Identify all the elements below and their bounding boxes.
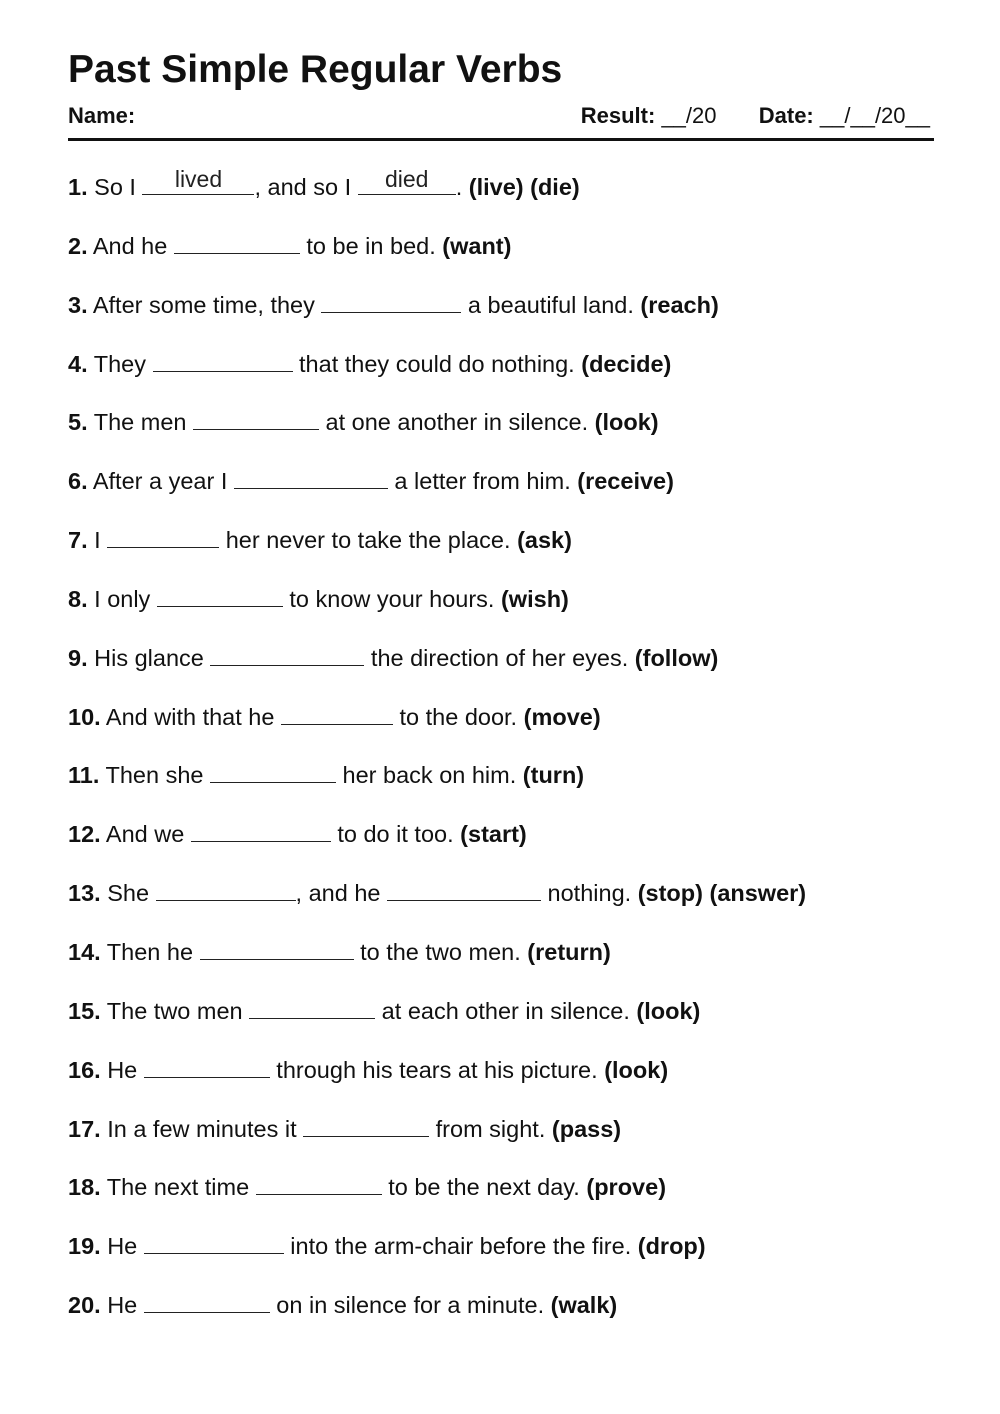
verb-hint: (pass) — [551, 1115, 622, 1142]
sentence-text: into the arm-chair before the fire. — [283, 1233, 638, 1260]
answer-blank[interactable] — [144, 1288, 270, 1313]
exercise-number: 6. — [68, 468, 88, 495]
sentence-text: at one another in silence. — [319, 409, 595, 436]
verb-hint: (return) — [527, 938, 611, 965]
verb-hint: (prove) — [586, 1174, 667, 1201]
sentence-text: I only — [94, 585, 157, 612]
name-label: Name: — [68, 103, 136, 128]
answer-blank[interactable] — [153, 347, 293, 372]
exercise-number: 11. — [68, 762, 100, 789]
answer-blank[interactable] — [249, 994, 375, 1019]
verb-hint: (receive) — [577, 468, 674, 495]
sentence-text: at each other in silence. — [375, 997, 637, 1024]
sentence-text: to do it too. — [330, 821, 461, 848]
sentence-text: Then she — [105, 762, 210, 789]
worksheet-header — [68, 102, 934, 130]
exercise-item — [68, 935, 934, 994]
sentence-text: a beautiful land. — [461, 291, 641, 318]
exercise-number: 16. — [68, 1056, 101, 1083]
sentence-text: to the two men. — [353, 938, 528, 965]
result-date-group — [581, 102, 930, 130]
answer-blank[interactable] — [174, 229, 300, 254]
sentence-text: In a few minutes it — [107, 1115, 304, 1142]
verb-hint: (want) — [442, 232, 512, 259]
exercise-number: 8. — [68, 585, 88, 612]
sentence-text: And with that he — [105, 703, 281, 730]
answer-blank[interactable] — [107, 523, 219, 548]
exercise-item — [68, 758, 934, 817]
exercise-item — [68, 166, 934, 229]
sentence-text: They — [93, 350, 153, 377]
exercise-item — [68, 1288, 934, 1347]
exercise-item — [68, 700, 934, 759]
answer-blank[interactable] — [200, 935, 354, 960]
verb-hint: (move) — [523, 703, 601, 730]
answer-blank[interactable] — [321, 288, 461, 313]
sentence-text: through his tears at his picture. — [269, 1056, 605, 1083]
answer-blank[interactable] — [387, 876, 541, 901]
answer-blank[interactable] — [156, 876, 296, 901]
verb-hint: (turn) — [522, 762, 585, 789]
sentence-text: , and he — [295, 880, 388, 907]
sentence-text: Then he — [106, 938, 200, 965]
sentence-text: After some time, they — [92, 291, 322, 318]
answer-blank[interactable] — [358, 166, 456, 195]
exercise-list — [68, 166, 934, 1347]
exercise-number: 17. — [68, 1115, 101, 1142]
sentence-text: nothing. — [541, 880, 638, 907]
answer-blank[interactable] — [193, 405, 319, 430]
verb-hint: (follow) — [634, 644, 719, 671]
answer-blank[interactable] — [157, 582, 283, 607]
page-title: Past Simple Regular Verbs — [68, 48, 563, 91]
sentence-text: He — [107, 1233, 144, 1260]
sentence-text: The men — [93, 409, 193, 436]
exercise-number: 15. — [68, 997, 101, 1024]
answer-text: lived — [174, 166, 223, 192]
sentence-text: the direction of her eyes. — [364, 644, 635, 671]
exercise-number: 19. — [68, 1233, 101, 1260]
sentence-text: a letter from him. — [387, 468, 578, 495]
sentence-text: He — [107, 1056, 144, 1083]
sentence-text: He — [107, 1292, 144, 1319]
exercise-number: 12. — [68, 821, 101, 848]
exercise-item — [68, 994, 934, 1053]
verb-hint: (live) (die) — [468, 174, 580, 200]
exercise-number: 3. — [68, 291, 88, 318]
date-value: __/__/20__ — [819, 103, 930, 128]
sentence-text: His glance — [94, 644, 211, 671]
exercise-number: 2. — [68, 232, 88, 259]
answer-blank[interactable] — [191, 817, 331, 842]
answer-blank[interactable] — [210, 758, 336, 783]
answer-text: died — [384, 166, 429, 192]
exercise-number: 5. — [68, 409, 88, 436]
exercise-item — [68, 229, 934, 288]
answer-blank[interactable] — [256, 1170, 382, 1195]
verb-hint: (ask) — [517, 527, 572, 554]
exercise-item — [68, 1112, 934, 1171]
verb-hint: (reach) — [640, 291, 719, 318]
answer-blank[interactable] — [144, 1229, 284, 1254]
answer-blank[interactable] — [234, 464, 388, 489]
result-label: Result: — [580, 103, 656, 128]
sentence-text: And he — [92, 232, 174, 259]
exercise-item — [68, 1229, 934, 1288]
sentence-text: on in silence for a minute. — [269, 1292, 551, 1319]
sentence-text: , and so I — [254, 174, 358, 200]
exercise-number: 4. — [68, 350, 88, 377]
exercise-item — [68, 876, 934, 935]
exercise-item — [68, 582, 934, 641]
sentence-text: that they could do nothing. — [292, 350, 582, 377]
date-label: Date: — [758, 103, 814, 128]
exercise-number: 18. — [68, 1174, 101, 1201]
verb-hint: (walk) — [550, 1292, 618, 1319]
sentence-text: her back on him. — [336, 762, 523, 789]
sentence-text: . — [455, 174, 469, 200]
verb-hint: (drop) — [637, 1233, 706, 1260]
sentence-text: her never to take the place. — [219, 527, 518, 554]
exercise-item — [68, 641, 934, 700]
sentence-text: I — [94, 527, 108, 554]
answer-blank[interactable] — [144, 1053, 270, 1078]
sentence-text: to the door. — [392, 703, 524, 730]
exercise-number: 13. — [68, 880, 101, 907]
sentence-text: from sight. — [429, 1115, 552, 1142]
exercise-item — [68, 1170, 934, 1229]
exercise-number: 7. — [68, 527, 88, 554]
verb-hint: (wish) — [500, 585, 569, 612]
sentence-text: The next time — [106, 1174, 256, 1201]
verb-hint: (look) — [636, 997, 701, 1024]
exercise-number: 1. — [68, 174, 88, 200]
exercise-item — [68, 405, 934, 464]
result-value: __/20 — [661, 103, 717, 128]
sentence-text: to be the next day. — [381, 1174, 587, 1201]
answer-blank[interactable] — [210, 641, 364, 666]
verb-hint: (stop) (answer) — [637, 880, 807, 907]
verb-hint: (start) — [460, 821, 527, 848]
sentence-text: After a year I — [92, 468, 234, 495]
exercise-item — [68, 817, 934, 876]
sentence-text: And we — [105, 821, 191, 848]
answer-blank[interactable] — [142, 166, 254, 195]
exercise-number: 14. — [68, 938, 101, 965]
exercise-item — [68, 288, 934, 347]
verb-hint: (decide) — [581, 350, 672, 377]
sentence-text: The two men — [106, 997, 250, 1024]
sentence-text: to be in bed. — [299, 232, 443, 259]
exercise-number: 9. — [68, 644, 88, 671]
answer-blank[interactable] — [303, 1112, 429, 1137]
answer-blank[interactable] — [281, 700, 393, 725]
exercise-number: 10. — [68, 703, 101, 730]
exercise-item — [68, 464, 934, 523]
exercise-item — [68, 1053, 934, 1112]
sentence-text: So I — [94, 174, 143, 200]
header-divider — [68, 138, 934, 141]
exercise-number: 20. — [68, 1292, 101, 1319]
exercise-item — [68, 347, 934, 406]
sentence-text: She — [107, 880, 156, 907]
verb-hint: (look) — [604, 1056, 669, 1083]
verb-hint: (look) — [594, 409, 659, 436]
exercise-item — [68, 523, 934, 582]
sentence-text: to know your hours. — [282, 585, 501, 612]
